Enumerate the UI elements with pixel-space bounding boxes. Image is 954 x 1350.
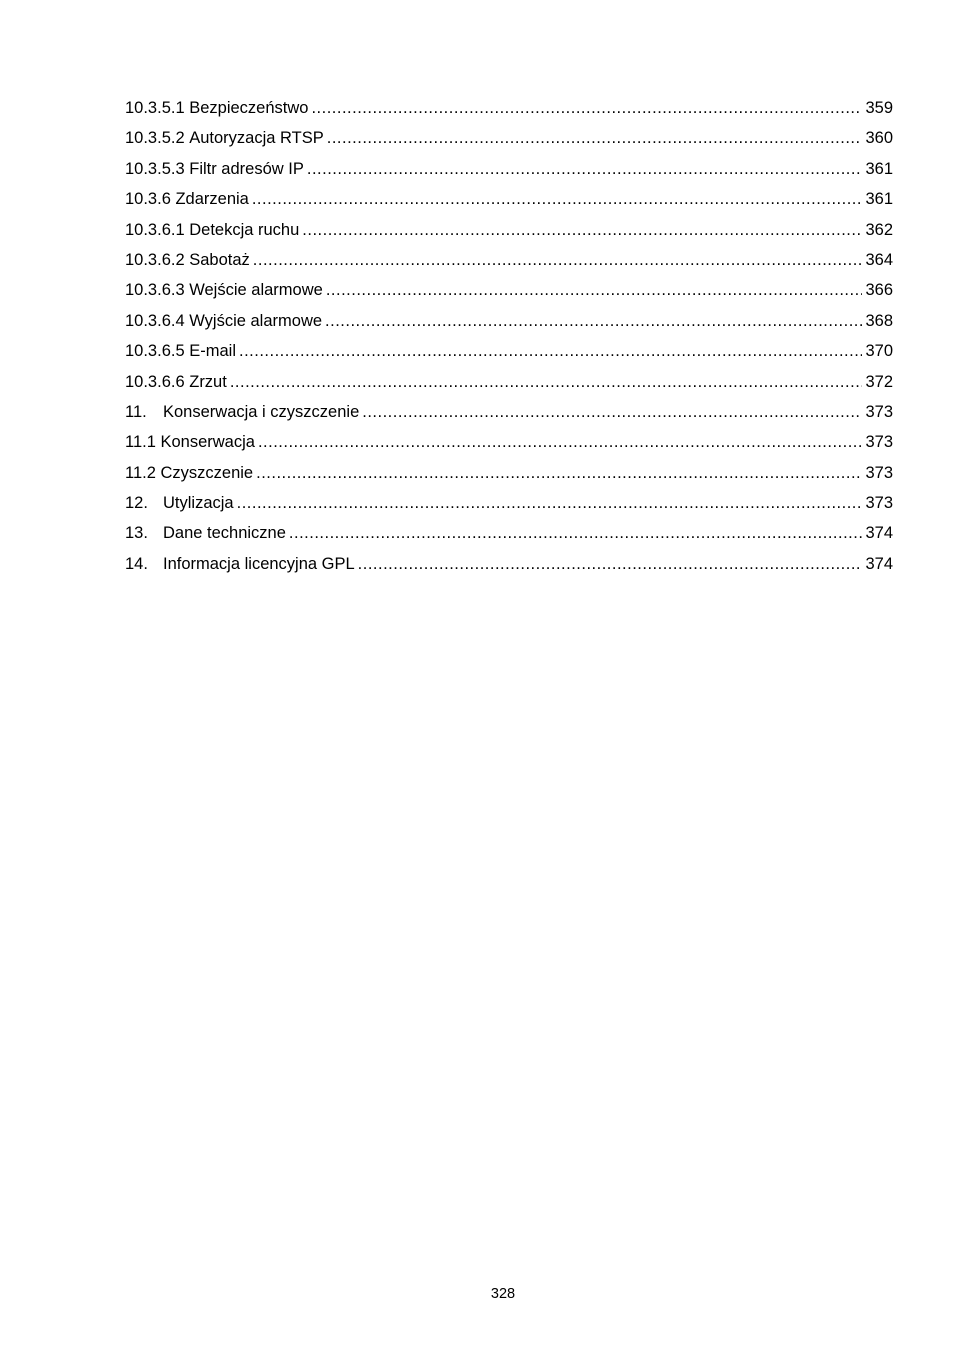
toc-entry-number: 14.	[125, 554, 148, 573]
toc-leader-dots	[237, 492, 863, 514]
toc-entry-page: 359	[865, 99, 893, 117]
toc-entry-number: 12.	[125, 494, 148, 513]
toc-entry[interactable]	[125, 522, 893, 552]
toc-entry-title: Konserwacja i czyszczenie	[163, 402, 360, 421]
toc-entry-page: 370	[865, 342, 893, 361]
toc-entry-title: Dane techniczne	[163, 524, 286, 543]
toc-entry-number: 10.3.6.4	[125, 311, 185, 330]
toc-entry-title: Czyszczenie	[160, 463, 254, 482]
toc-entry-label	[125, 462, 253, 484]
toc-entry-title: Sabotaż	[189, 250, 250, 269]
toc-entry[interactable]	[125, 158, 893, 188]
toc-entry-title: Informacja licencyjna GPL	[163, 554, 355, 573]
toc-entry-number: 10.3.5.2	[125, 129, 185, 148]
toc-entry-title: Wejście alarmowe	[189, 281, 323, 300]
toc-entry[interactable]	[125, 188, 893, 218]
toc-entry-number: 10.3.6.3	[125, 281, 185, 300]
toc-entry-label	[125, 522, 286, 544]
toc-entry-number: 11.	[125, 402, 147, 421]
toc-leader-dots	[311, 97, 862, 119]
toc-entry-label	[125, 371, 227, 393]
toc-entry[interactable]	[125, 340, 893, 370]
toc-entry-number: 13.	[125, 524, 148, 543]
toc-entry-label	[125, 340, 236, 362]
table-of-contents	[125, 97, 893, 583]
toc-leader-dots	[307, 158, 863, 180]
toc-entry[interactable]	[125, 219, 893, 249]
toc-leader-dots	[252, 188, 863, 210]
toc-entry-title: Detekcja ruchu	[189, 220, 300, 239]
toc-entry-title: Utylizacja	[163, 494, 234, 513]
toc-entry-label	[125, 279, 323, 301]
toc-entry-label	[125, 431, 255, 453]
toc-leader-dots	[239, 340, 862, 362]
toc-entry-page: 366	[865, 281, 893, 300]
toc-entry-label	[125, 219, 299, 241]
toc-entry-number: 10.3.6.1	[125, 220, 185, 239]
toc-entry[interactable]	[125, 371, 893, 401]
toc-entry-page: 362	[865, 220, 893, 239]
toc-entry-page: 361	[865, 190, 893, 209]
toc-entry[interactable]	[125, 249, 893, 279]
toc-entry-label	[125, 158, 304, 180]
toc-entry[interactable]	[125, 401, 893, 431]
toc-entry-label	[125, 401, 359, 423]
toc-entry-page: 374	[865, 554, 893, 573]
toc-entry-page: 374	[865, 524, 893, 543]
toc-entry-number: 11.2	[125, 463, 156, 482]
toc-entry[interactable]	[125, 97, 893, 127]
toc-entry[interactable]	[125, 310, 893, 340]
toc-entry-number: 10.3.5.3	[125, 159, 185, 178]
toc-entry[interactable]	[125, 431, 893, 461]
toc-entry-page: 361	[865, 159, 893, 178]
toc-leader-dots	[253, 249, 863, 271]
toc-leader-dots	[325, 310, 862, 332]
toc-entry-page: 360	[865, 129, 893, 148]
toc-leader-dots	[326, 279, 863, 301]
toc-entry[interactable]	[125, 462, 893, 492]
toc-leader-dots	[230, 371, 863, 393]
toc-entry-label	[125, 249, 250, 271]
toc-entry-number: 10.3.5.1	[125, 99, 185, 117]
toc-entry-title: Filtr adresów IP	[189, 159, 304, 178]
toc-entry-page: 372	[865, 372, 893, 391]
toc-entry-title: Konserwacja	[160, 433, 255, 452]
toc-entry-label	[125, 127, 324, 149]
toc-entry-title: Wyjście alarmowe	[189, 311, 323, 330]
toc-leader-dots	[302, 219, 862, 241]
toc-entry-page: 373	[865, 402, 893, 421]
toc-entry-label	[125, 97, 308, 119]
toc-leader-dots	[358, 553, 863, 575]
toc-entry-page: 368	[865, 311, 893, 330]
toc-entry-label	[125, 188, 249, 210]
toc-entry-page: 373	[865, 433, 893, 452]
toc-entry-number: 10.3.6.6	[125, 372, 185, 391]
toc-leader-dots	[327, 127, 863, 149]
toc-entry-page: 373	[865, 494, 893, 513]
toc-entry-number: 10.3.6.2	[125, 250, 185, 269]
toc-leader-dots	[289, 522, 863, 544]
toc-entry-number: 10.3.6	[125, 190, 171, 209]
toc-entry-page: 373	[865, 463, 893, 482]
toc-entry-label	[125, 310, 322, 332]
toc-leader-dots	[256, 462, 862, 484]
toc-entry-label	[125, 492, 234, 514]
toc-entry-title: Bezpieczeństwo	[189, 99, 309, 117]
toc-entry-number: 11.1	[125, 433, 156, 452]
toc-entry-title: Zdarzenia	[175, 190, 249, 209]
toc-entry[interactable]	[125, 553, 893, 583]
toc-entry[interactable]	[125, 279, 893, 309]
toc-entry-title: Zrzut	[189, 372, 227, 391]
page-number: 328	[490, 1286, 516, 1302]
toc-entry-number: 10.3.6.5	[125, 342, 185, 361]
toc-entry-title: E-mail	[189, 342, 236, 361]
toc-entry[interactable]	[125, 492, 893, 522]
toc-entry-page: 364	[865, 250, 893, 269]
toc-entry-label	[125, 553, 355, 575]
toc-entry-title: Autoryzacja RTSP	[189, 129, 324, 148]
toc-leader-dots	[258, 431, 863, 453]
toc-entry[interactable]	[125, 127, 893, 157]
toc-leader-dots	[362, 401, 862, 423]
